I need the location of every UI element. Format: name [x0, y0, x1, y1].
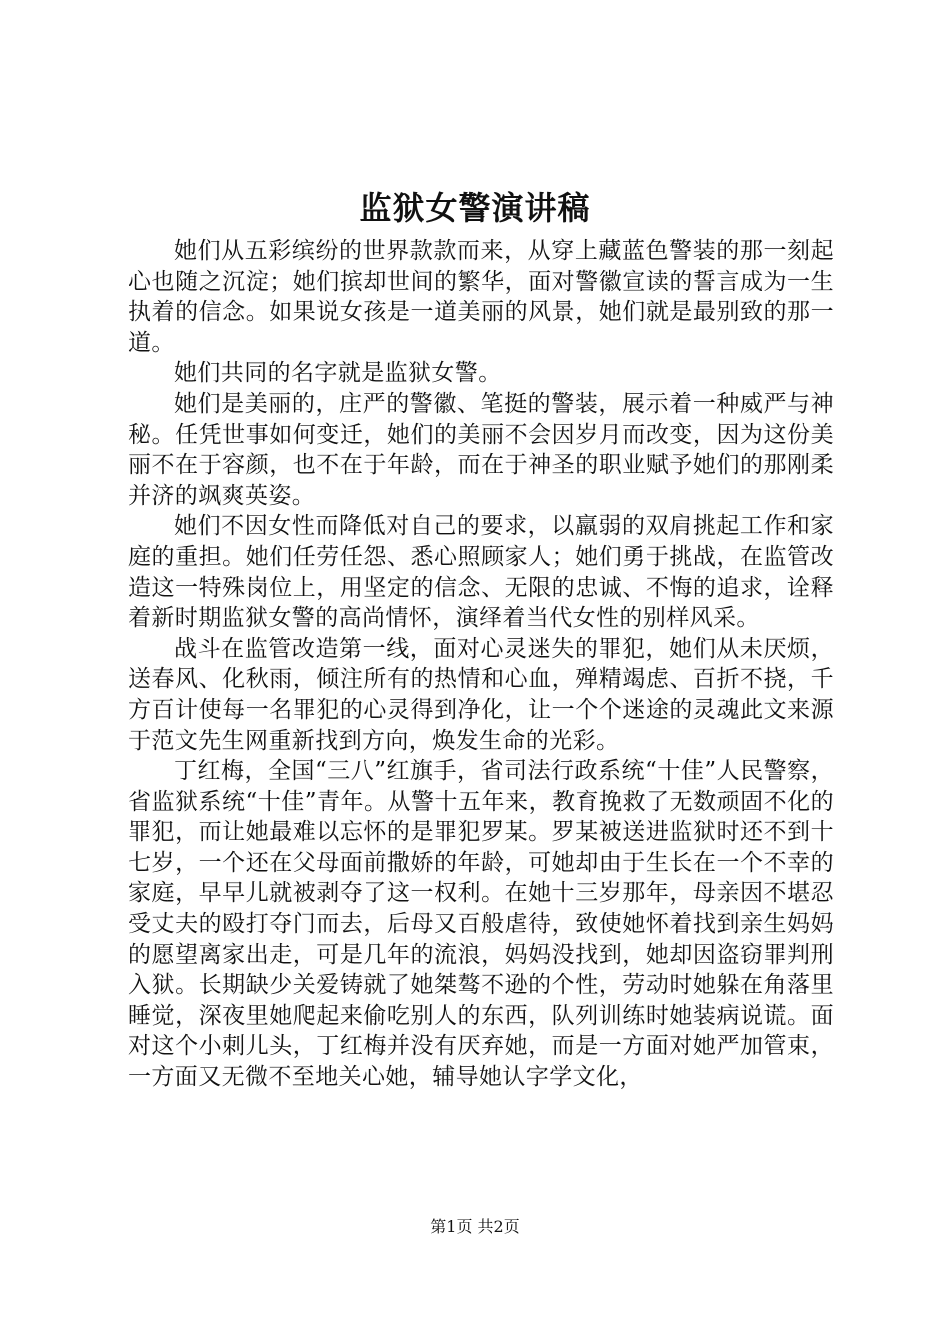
- paragraph: 她们共同的名字就是监狱女警。: [174, 360, 502, 387]
- page-number-footer: 第1页 共2页: [430, 1217, 520, 1236]
- document-body: [128, 236, 834, 1093]
- paragraph: 她们从五彩缤纷的世界款款而来，从穿上藏蓝色警装的那一刻起心也随之沉淀；她们摈却世间的繁华，面对警徽宣读的誓言成为一生执着的信念。如果说女孩是一道美丽的风景，她们就是最别致的那一道。: [128, 238, 834, 356]
- paragraph: 丁红梅，全国“三八”红旗手，省司法行政系统“十佳”人民警察，省监狱系统“十佳”青年。从警十五年来，教育挽救了无数顽固不化的罪犯，而让她最难以忘怀的是罪犯罗某。罗某被送进监狱时还不到十七岁，一个还在父母面前撒娇的年龄，可她却由于生长在一个不幸的家庭，早早儿就被剥夺了这一权利。在她十三岁那年，母亲因不堪忍受丈夫的殴打夺门而去，后母又百般虐待，致使她怀着找到亲生妈妈的愿望离家出走，可是几年的流浪，妈妈没找到，她却因盗窃罪判刑入狱。长期缺少关爱铸就了她桀骜不逊的个性，劳动时她躲在角落里睡觉，深夜里她爬起来偷吃别人的东西，队列训练时她装病说谎。面对这个小刺儿头，丁红梅并没有厌弃她，而是一方面对她严加管束，一方面又无微不至地关心她，辅导她认字学文化，: [128, 758, 834, 1091]
- paragraph: 她们是美丽的，庄严的警徽、笔挺的警装，展示着一种威严与神秘。任凭世事如何变迁，她们的美丽不会因岁月而改变，因为这份美丽不在于容颜，也不在于年龄，而在于神圣的职业赋予她们的那刚柔并济的飒爽英姿。: [128, 390, 834, 509]
- paragraph: 她们不因女性而降低对自己的要求，以羸弱的双肩挑起工作和家庭的重担。她们任劳任怨、悉心照顾家人；她们勇于挑战，在监管改造这一特殊岗位上，用坚定的信念、无限的忠诚、不悔的追求，诠释着新时期监狱女警的高尚情怀，演绎着当代女性的别样风采。: [128, 513, 834, 632]
- document-title: 监狱女警演讲稿: [359, 189, 591, 227]
- paragraph: 战斗在监管改造第一线，面对心灵迷失的罪犯，她们从未厌烦，送春风、化秋雨，倾注所有的热情和心血，殚精竭虑、百折不挠，千方百计使每一名罪犯的心灵得到净化，让一个个迷途的灵魂此文来源于范文先生网重新找到方向，焕发生命的光彩。: [128, 635, 834, 754]
